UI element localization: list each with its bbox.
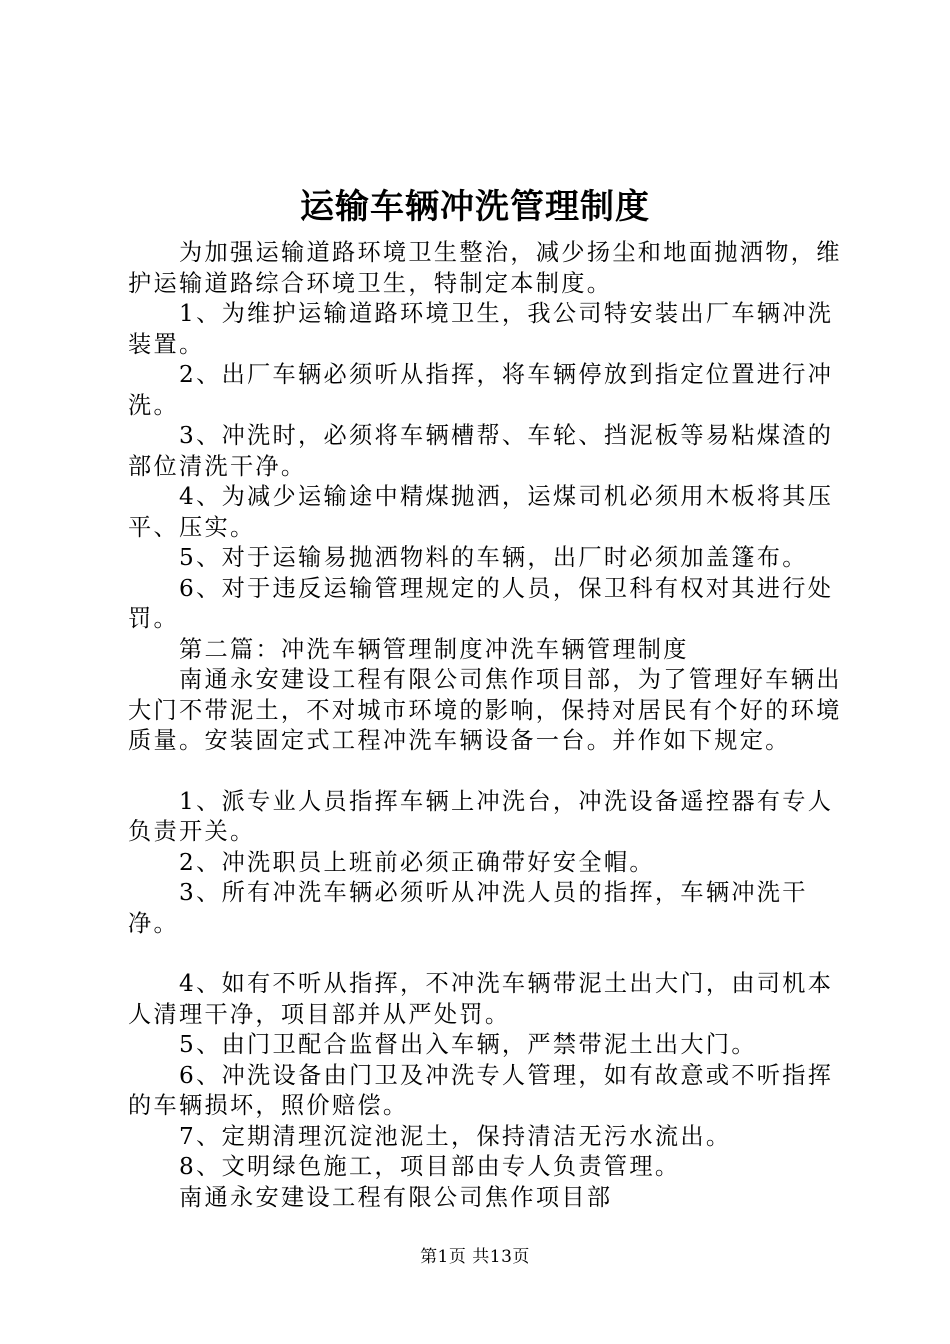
paragraph-regulation-4: 4、如有不听从指挥，不冲洗车辆带泥土出大门，由司机本人清理干净，项目部并从严处罚。	[128, 970, 834, 1028]
paragraph-rule-2: 2、出厂车辆必须听从指挥，将车辆停放到指定位置进行冲洗。	[128, 361, 834, 419]
paragraph-regulation-7: 7、定期清理沉淀池泥土，保持清洁无污水流出。	[179, 1122, 732, 1150]
paragraph-regulation-1: 1、派专业人员指挥车辆上冲洗台，冲洗设备遥控器有专人负责开关。	[128, 787, 834, 845]
paragraph-rule-1: 1、为维护运输道路环境卫生，我公司特安装出厂车辆冲洗装置。	[128, 300, 834, 358]
paragraph-intro: 为加强运输道路环境卫生整治，减少扬尘和地面抛洒物，维护运输道路综合环境卫生，特制定本制度。	[128, 239, 842, 297]
paragraph-rule-3: 3、冲洗时，必须将车辆槽帮、车轮、挡泥板等易粘煤渣的部位清洗干净。	[128, 422, 834, 480]
paragraph-rule-5: 5、对于运输易抛洒物料的车辆，出厂时必须加盖篷布。	[179, 544, 808, 571]
paragraph-spacer	[128, 757, 858, 787]
paragraph-regulation-3: 3、所有冲洗车辆必须听从冲洗人员的指挥，车辆冲洗干净。	[128, 879, 808, 937]
paragraph-rule-6: 6、对于违反运输管理规定的人员，保卫科有权对其进行处罚。	[128, 574, 834, 632]
document-body	[128, 238, 858, 1213]
page-number-footer: 第1页 共13页	[420, 1247, 530, 1267]
paragraph-regulation-8: 8、文明绿色施工，项目部由专人负责管理。	[179, 1153, 681, 1180]
paragraph-section-intro: 南通永安建设工程有限公司焦作项目部，为了管理好车辆出大门不带泥土，不对城市环境的影响，保持对居民有个好的环境质量。安装固定式工程冲洗车辆设备一台。并作如下规定。	[128, 666, 842, 754]
document-title: 运输车辆冲洗管理制度	[300, 187, 650, 227]
paragraph-regulation-2: 2、冲洗职员上班前必须正确带好安全帽。	[179, 848, 655, 876]
paragraph-regulation-5: 5、由门卫配合监督出入车辆，严禁带泥土出大门。	[179, 1031, 757, 1058]
paragraph-regulation-6: 6、冲洗设备由门卫及冲洗专人管理，如有故意或不听指挥的车辆损坏，照价赔偿。	[128, 1061, 834, 1119]
signature-line: 南通永安建设工程有限公司焦作项目部	[179, 1183, 613, 1211]
paragraph-spacer	[128, 939, 858, 969]
paragraph-rule-4: 4、为减少运输途中精煤抛洒，运煤司机必须用木板将其压平、压实。	[128, 483, 834, 541]
section-heading: 第二篇：冲洗车辆管理制度冲洗车辆管理制度	[179, 635, 689, 663]
